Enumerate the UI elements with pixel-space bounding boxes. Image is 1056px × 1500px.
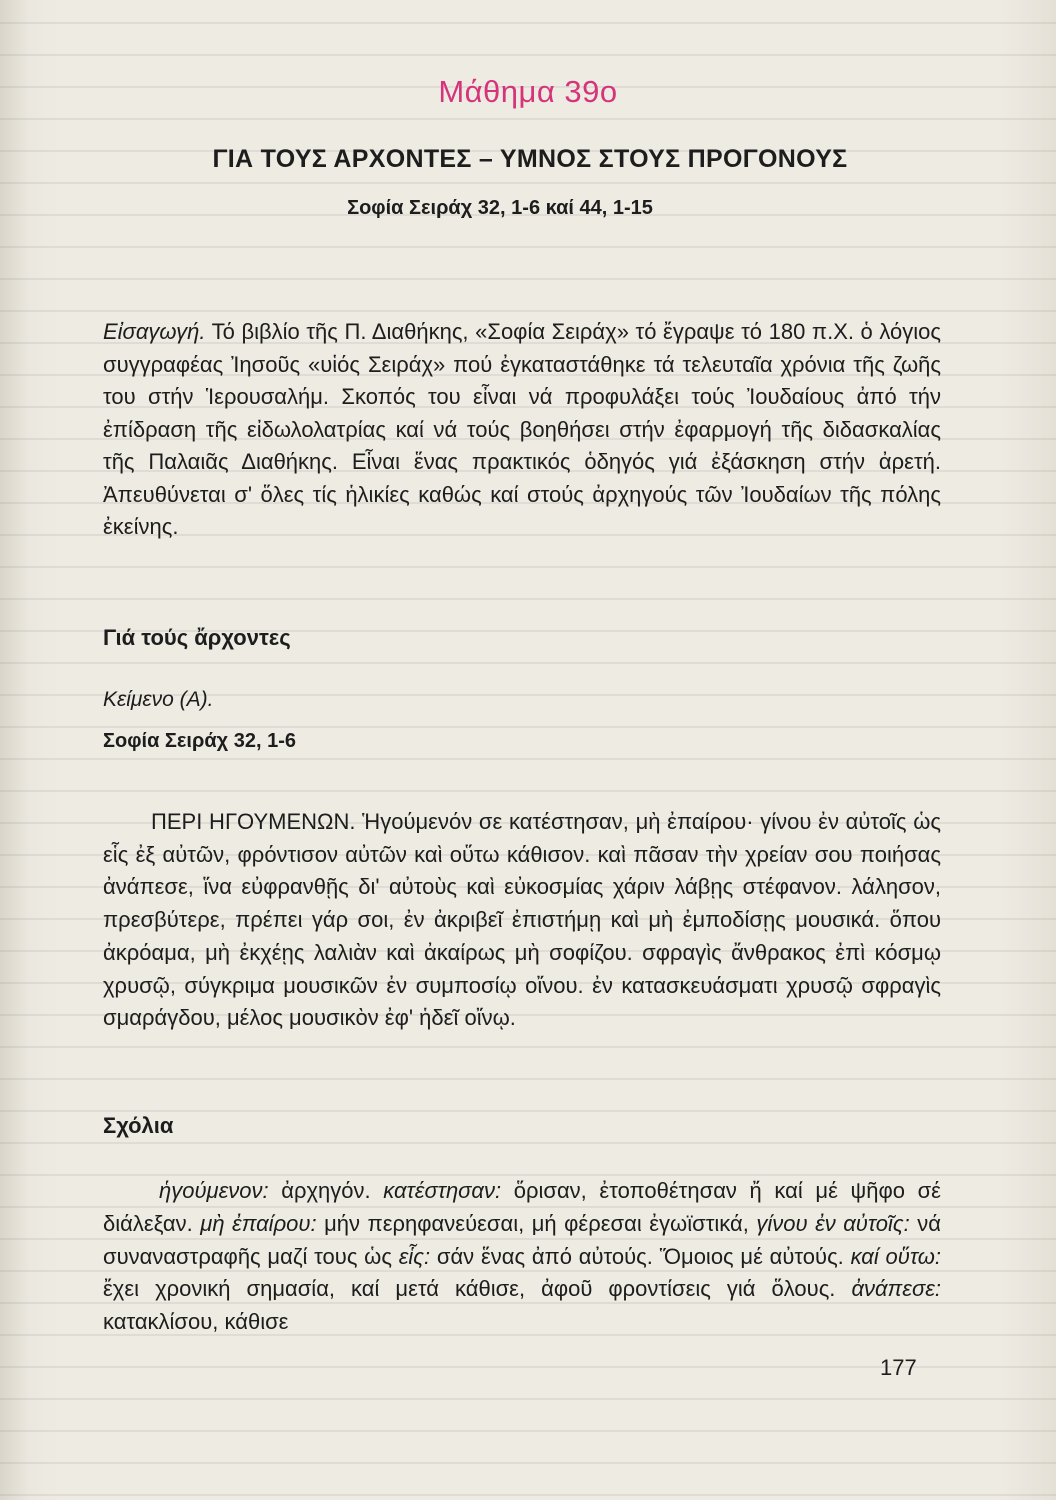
note-text: νά συναναστραφῆς μαζί τους ὡς <box>103 1210 941 1269</box>
lesson-number: Μάθημα 39ο <box>438 74 618 109</box>
text-label: Κείμενο (Α). <box>103 688 214 711</box>
note-text: ὅρισαν, ἐτοποθέτησαν ἤ καί μέ ψῆφο σέ διάλεξαν. <box>103 1178 941 1236</box>
note-term: καί οὕτω: <box>850 1243 941 1269</box>
notes-paragraph <box>103 1175 941 1339</box>
introduction-text: Τό βιβλίο τῆς Π. Διαθήκης, «Σοφία Σειράχ» τό ἔγραψε τό 180 π.Χ. ὁ λόγιος συγγραφέας Ἰησοῦς «υἱός Σειράχ» πού ἐγκαταστάθηκε τά τελευταῖα χρόνια τῆς ζωῆς του στήν Ἱερουσαλήμ. Σκοπός του εἶναι νά προφυλάξει τούς Ἰουδαίους ἀπό τήν ἐπίδραση τῆς εἰδωλολατρίας καί νά τούς βοηθήσει στήν ἐφαρμογή τῆς διδασκαλίας τῆς Παλαιᾶς Διαθήκης. Εἶναι ἕνας πρακτικός ὁδηγός γιά ἐξάσκηση στήν ἀρετή. Ἀπευθύνεται σ' ὅλες τίς ἡλικίες καθώς καί στούς ἀρχηγούς τῶν Ἰουδαίων τῆς πόλης ἐκείνης. <box>103 319 941 539</box>
introduction-paragraph <box>103 316 941 544</box>
note-text: σάν ἕνας ἀπό αὐτούς. Ὅμοιος μέ αὐτούς. <box>430 1243 851 1269</box>
page-subtitle: Σοφία Σειράχ 32, 1-6 καί 44, 1-15 <box>347 197 653 219</box>
note-text: ἀρχηγόν. <box>268 1178 384 1203</box>
note-term: μὴ ἐπαίρου: <box>200 1210 317 1236</box>
introduction-label: Εἰσαγωγή. <box>103 319 206 344</box>
source-reference: Σοφία Σειράχ 32, 1-6 <box>103 730 296 752</box>
note-text: ἔχει χρονική σημασία, καί μετά κάθισε, ἀφοῦ φροντίσεις γιά ὅλους. <box>103 1276 852 1302</box>
note-term: γίνου ἐν αὐτοῖς: <box>756 1210 910 1236</box>
note-term: ἡγούμενον: <box>159 1178 269 1203</box>
page-title: ΓΙΑ ΤΟΥΣ ΑΡΧΟΝΤΕΣ – ΥΜΝΟΣ ΣΤΟΥΣ ΠΡΟΓΟΝΟΥΣ <box>212 145 848 173</box>
scripture-passage: ΠΕΡΙ ΗΓΟΥΜΕΝΩΝ. Ἡγούμενόν σε κατέστησαν, μὴ ἐπαίρου· γίνου ἐν αὐτοῖς ὡς εἷς ἐξ αὐτῶν, φρόντισον αὐτῶν καὶ οὕτω κάθισον. καὶ πᾶσαν τὴν χρείαν σου ποιήσας ἀνάπεσε, ἵνα εὐφρανθῇς δι' αὐτοὺς καὶ εὐκοσμίας χάριν λάβῃς στέφανον. λάλησον, πρεσβύτερε, πρέπει γάρ σοι, ἐν ἀκριβεῖ ἐπιστήμῃ καὶ μὴ ἐμποδίσῃς μουσικά. ὅπου ἀκρόαμα, μὴ ἐκχέῃς λαλιὰν καὶ ἀκαίρως μὴ σοφίζου. σφραγὶς ἄνθρακος ἐπὶ κόσμῳ χρυσῷ, σύγκριμα μουσικῶν ἐν συμποσίῳ οἴνου. ἐν κατασκευάσματι χρυσῷ σφραγὶς σμαράγδου, μέλος μουσικὸν ἐφ' ἡδεῖ οἴνῳ. <box>103 809 941 1031</box>
section-heading: Γιά τούς ἄρχοντες <box>103 625 291 650</box>
note-text: μήν περηφανεύεσαι, μή φέρεσαι ἐγωϊστικά, <box>316 1210 757 1236</box>
notes-heading: Σχόλια <box>103 1113 174 1138</box>
page-number: 177 <box>880 1355 917 1380</box>
note-term: εἷς: <box>398 1243 431 1269</box>
note-text: κατακλίσου, κάθισε <box>103 1309 289 1335</box>
note-term: κατέστησαν: <box>383 1178 502 1203</box>
note-term: ἀνάπεσε: <box>851 1276 941 1302</box>
